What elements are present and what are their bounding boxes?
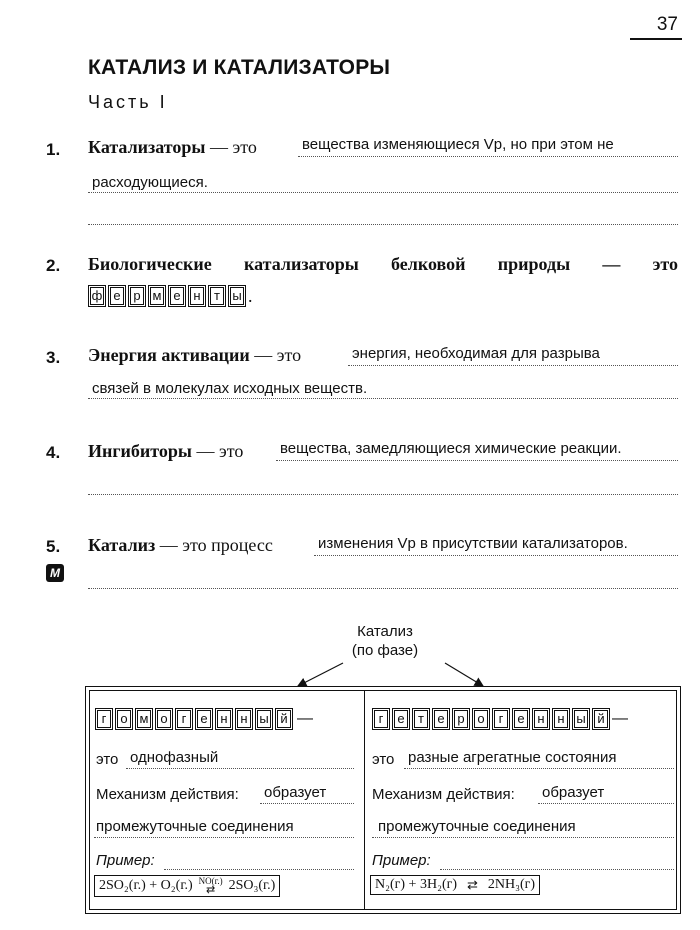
letter-cell[interactable]: м (148, 285, 166, 307)
homogeneous-eto-value[interactable]: однофазный (130, 749, 219, 766)
question-1-dash: — это (205, 137, 257, 157)
arrow-right (445, 663, 483, 686)
question-5-term: Катализ (88, 535, 156, 555)
letter-cell[interactable]: г (175, 708, 193, 730)
equilibrium-arrows-icon: ⇄ (467, 877, 478, 892)
question-4-number: 4. (46, 443, 61, 462)
question-2-number: 2. (46, 256, 61, 275)
heterogeneous-eto-label: это (372, 751, 395, 768)
question-2-period: . (248, 286, 253, 306)
letter-cell[interactable]: г (492, 708, 510, 730)
letter-cell[interactable]: е (108, 285, 126, 307)
letter-cell[interactable]: ы (572, 708, 590, 730)
question-1-term: Катализаторы (88, 137, 206, 157)
answer-dotted-line (440, 869, 674, 870)
letter-cell[interactable]: ы (255, 708, 273, 730)
answer-dotted-line (538, 803, 674, 804)
homogeneous-example-equation (94, 875, 280, 897)
letter-cell[interactable]: о (115, 708, 133, 730)
letter-cell[interactable]: е (512, 708, 530, 730)
letter-cell[interactable]: о (472, 708, 490, 730)
letter-cell[interactable]: н (188, 285, 206, 307)
answer-dotted-line (126, 768, 354, 769)
homogeneous-letter-cells[interactable] (95, 708, 313, 730)
arrow-left (298, 663, 343, 686)
letter-cell[interactable]: ф (88, 285, 106, 307)
letter-cell[interactable]: р (452, 708, 470, 730)
question-5-answer-line-1[interactable]: изменения Vp в присутствии катализаторов. (318, 535, 628, 552)
catalysis-table-inner (89, 690, 677, 910)
question-3-answer-line-2[interactable]: связей в молекулах исходных веществ. (92, 380, 368, 397)
question-3-answer-line-1[interactable]: энергия, необходимая для разрыва (352, 345, 600, 362)
letter-cell[interactable]: т (412, 708, 430, 730)
question-4-answer-line-1[interactable]: вещества, замедляющиеся химические реакции. (280, 440, 622, 457)
heterogeneous-example-equation (370, 875, 540, 895)
question-4-dash: — это (191, 441, 244, 461)
homogeneous-eto-label: это (96, 751, 119, 768)
letter-cell[interactable]: г (95, 708, 113, 730)
catalysis-table (85, 686, 681, 914)
page-subtitle: Часть I (88, 92, 168, 112)
letter-cell[interactable]: е (432, 708, 450, 730)
letter-cell[interactable]: р (128, 285, 146, 307)
equation-catalyst: NO(г.) (198, 876, 223, 886)
homogeneous-mechanism-label: Механизм действия: (96, 786, 239, 803)
question-1-answer-line-1[interactable]: вещества изменяющиеся Vp, но при этом не (302, 136, 614, 153)
letter-cell[interactable]: е (392, 708, 410, 730)
equation-products: 2NH₃(г) (487, 877, 536, 892)
question-1-answer-line-2[interactable]: расходующиеся. (92, 174, 208, 191)
heterogeneous-mechanism-label: Механизм действия: (372, 786, 515, 803)
equilibrium-arrow (199, 877, 223, 895)
question-4-term: Ингибиторы (88, 441, 192, 461)
heterogeneous-letter-cells[interactable] (372, 708, 628, 730)
question-5-dash: — это процесс (155, 535, 273, 555)
homogeneous-mechanism-value-2[interactable]: промежуточные соединения (96, 818, 294, 835)
page-title: КАТАЛИЗ И КАТАЛИЗАТОРЫ (88, 56, 391, 79)
letter-cell[interactable]: н (215, 708, 233, 730)
answer-dotted-line (260, 803, 354, 804)
answer-dotted-line (164, 869, 354, 870)
table-divider (364, 691, 365, 909)
letter-cell[interactable]: й (275, 708, 293, 730)
letter-cell[interactable]: н (532, 708, 550, 730)
question-1-number: 1. (46, 140, 61, 159)
diagram-root-subtitle: (по фазе) (351, 642, 419, 659)
equilibrium-arrows-icon: ⇄ (205, 884, 216, 896)
question-2-prompt: Биологические катализаторы белковой природы — это (88, 254, 678, 274)
heterogeneous-eto-value[interactable]: разные агрегатные состояния (408, 749, 617, 766)
letter-cell[interactable]: н (235, 708, 253, 730)
equation-reactants: N₂(г) + 3H₂(г) (375, 877, 458, 892)
letter-cell[interactable]: ы (228, 285, 246, 307)
answer-dotted-line (94, 837, 354, 838)
question-5-number: 5. (46, 537, 61, 556)
heterogeneous-dash: — (612, 710, 628, 727)
heterogeneous-mechanism-value-2[interactable]: промежуточные соединения (378, 818, 576, 835)
heterogeneous-mechanism-value-1[interactable]: образует (542, 784, 605, 801)
page-number: 37 (656, 14, 678, 35)
letter-cell[interactable]: е (195, 708, 213, 730)
letter-cell[interactable]: т (208, 285, 226, 307)
equation-reactants: 2SO₂(г.) + O₂(г.) (99, 878, 193, 893)
question-3-dash: — это (249, 345, 302, 365)
letter-cell[interactable]: м (135, 708, 153, 730)
homogeneous-dash: — (297, 710, 313, 727)
marker-m-icon: М (46, 564, 64, 582)
equation-products: 2SO₃(г.) (228, 878, 276, 893)
answer-dotted-line (404, 768, 674, 769)
question-3-term: Энергия активации (88, 345, 250, 365)
diagram-root-title: Катализ (357, 623, 413, 640)
heterogeneous-example-label: Пример: (372, 852, 431, 869)
letter-cell[interactable]: е (168, 285, 186, 307)
letter-cell[interactable]: н (552, 708, 570, 730)
letter-cell[interactable]: г (372, 708, 390, 730)
question-3-number: 3. (46, 348, 61, 367)
letter-cell[interactable]: й (592, 708, 610, 730)
homogeneous-example-label: Пример: (96, 852, 155, 869)
letter-cell[interactable]: о (155, 708, 173, 730)
homogeneous-mechanism-value-1[interactable]: образует (264, 784, 327, 801)
answer-dotted-line (372, 837, 674, 838)
